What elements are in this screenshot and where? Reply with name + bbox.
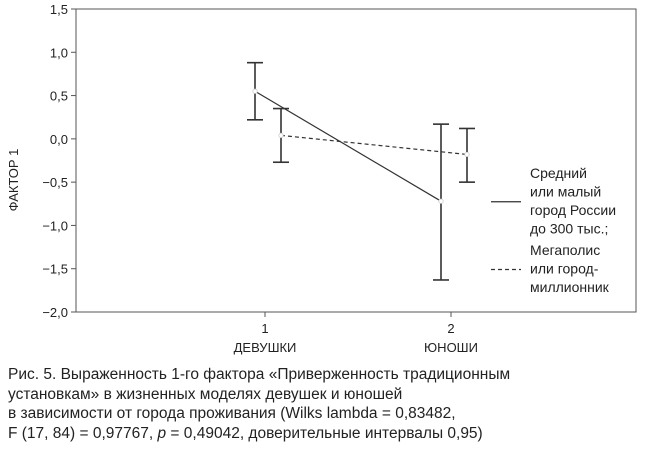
caption-line-2: установкам» в жизненных моделях девушек и юношей: [8, 385, 403, 403]
legend-label: город России: [530, 202, 617, 218]
series-layer: [247, 63, 475, 280]
data-point: [253, 89, 257, 93]
y-tick-label: 1,5: [49, 2, 68, 17]
x-tick-label: 1: [261, 321, 269, 336]
legend-label: до 300 тыс.;: [530, 220, 609, 237]
series-line-1: [255, 91, 441, 201]
caption-line-4: F (17, 84) = 0,97767, p = 0,49042, доверительные интервалы 0,95): [8, 424, 483, 442]
legend: [491, 165, 616, 295]
legend-label: миллионник: [530, 279, 609, 295]
x-category-label: ДЕВУШКИ: [233, 340, 297, 355]
data-point: [465, 152, 469, 156]
p-symbol: p: [157, 424, 167, 442]
legend-label: Мегаполис: [530, 242, 601, 258]
x-axis: [234, 312, 478, 355]
data-point: [279, 133, 283, 137]
y-axis: [42, 2, 76, 320]
x-category-label: ЮНОШИ: [424, 340, 478, 355]
legend-label: Средний: [530, 165, 587, 181]
legend-label: или малый: [530, 183, 602, 200]
figure-caption: [8, 365, 648, 443]
y-tick-label: −1,0: [42, 218, 68, 234]
data-point: [439, 199, 443, 203]
series-line-2: [281, 135, 467, 154]
y-tick-label: 0,0: [49, 131, 68, 147]
caption-line-1: Рис. 5. Выраженность 1-го фактора «Приверженность традиционным: [8, 366, 511, 383]
y-axis-label: ФАКТОР 1: [6, 148, 21, 212]
legend-label: или город-: [530, 260, 599, 277]
y-tick-label: −1,5: [42, 261, 68, 277]
caption-line-3: в зависимости от города проживания (Wilks lambda = 0,83482,: [8, 405, 456, 422]
y-tick-label: 0,5: [49, 88, 68, 104]
y-tick-label: 1,0: [49, 45, 68, 61]
x-tick-label: 2: [447, 321, 455, 336]
y-tick-label: −2,0: [42, 305, 68, 320]
y-tick-label: −0,5: [42, 175, 68, 191]
